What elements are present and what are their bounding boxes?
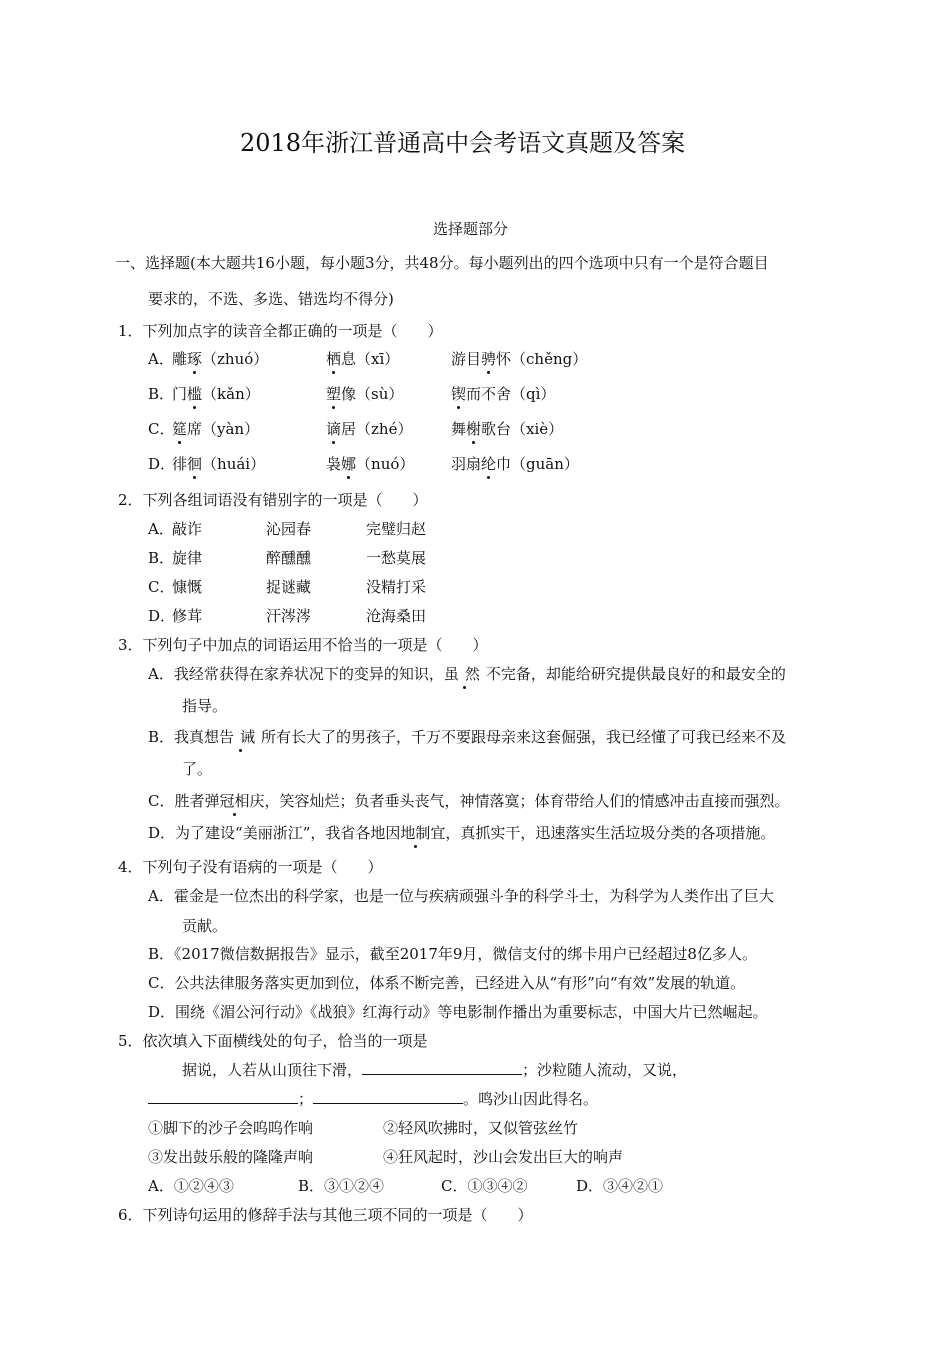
dotted-char: 锲 (451, 385, 467, 403)
q5-stem: 5．依次填入下面横线处的句子，恰当的一项是 (118, 1032, 428, 1050)
q4-stem: 4．下列句子没有语病的一项是（ ） (118, 858, 383, 876)
option-text: 塑像（sù） (326, 385, 404, 403)
option-letter: B． (148, 549, 175, 567)
q3-stem: 3．下列句子中加点的词语运用不恰当的一项是（ ） (118, 636, 488, 654)
q4-option-c: C．公共法律服务落实更加到位，体系不断完善，已经进入从“有形”向“有效”发展的轨道。 (148, 974, 746, 992)
answer-blank[interactable] (313, 1088, 463, 1104)
q4-option-d: D．围绕《湄公河行动》《战狼》红海行动》等电影制作播出为重要标志，中国大片已然崛起。 (148, 1003, 768, 1021)
dotted-char: 槛 (187, 385, 203, 403)
answer-blank[interactable] (362, 1059, 522, 1075)
q4-option-b: B．《2017微信数据报告》显示，截至2017年9月，微信支付的绑卡用户已经超过8亿多人。 (148, 945, 757, 963)
dotted-char: 骋 (481, 350, 497, 368)
option-word: 捉谜藏 (266, 578, 312, 596)
option-text: 舞榭歌台（xiè） (451, 420, 564, 438)
q3-option-c: C．胜者弹冠相庆，笑容灿烂；负者垂头丧气，神情落寞；体育带给人们的情感冲击直接而强烈。 (148, 792, 790, 810)
q3-option-a: A．我经常获得在家养状况下的变异的知识，虽然不完备，却能给研究提供最良好的和最安全的 (148, 665, 786, 683)
option-word: 汗涔涔 (266, 607, 312, 625)
q6-stem: 6．下列诗句运用的修辞手法与其他三项不同的一项是（ ） (118, 1206, 533, 1224)
q5-option-b: B．③①②④ (298, 1177, 385, 1195)
option-word: 没精打采 (366, 578, 427, 596)
option-letter: C． (148, 578, 175, 596)
option-letter: D． (148, 455, 176, 473)
option-text: 栖息（xī） (326, 350, 400, 368)
option-word: 慷慨 (172, 578, 203, 596)
q1-stem: 1．下列加点字的读音全都正确的一项是（ ） (118, 322, 443, 340)
q5-option-a: A．①②④③ (148, 1177, 234, 1195)
option-word: 一愁莫展 (366, 549, 427, 567)
q3-option-b-cont: 了。 (182, 760, 213, 778)
answer-blank[interactable] (148, 1088, 298, 1104)
option-word: 沧海桑田 (366, 607, 427, 625)
dotted-char: 纶 (481, 455, 497, 473)
q5-passage-cont: ； 。鸣沙山因此得名。 (148, 1088, 598, 1110)
option-letter: D． (148, 607, 176, 625)
option-letter: B． (148, 385, 175, 403)
page-title: 2018年浙江普通高中会考语文真题及答案 (240, 129, 686, 157)
option-text: 雕琢（zhuó） (172, 350, 269, 368)
option-word: 沁园春 (266, 520, 312, 538)
dotted-char: 榭 (466, 420, 482, 438)
dotted-char: 娜 (341, 455, 357, 473)
option-word: 完璧归赵 (366, 520, 427, 538)
option-letter: C． (148, 420, 175, 438)
option-letter: A． (148, 350, 174, 368)
dotted-char: 栖 (326, 350, 342, 368)
dotted-char: 琢 (187, 350, 203, 368)
dotted-char: 谪 (326, 420, 342, 438)
dotted-word: 弹冠相庆 (204, 792, 265, 810)
dotted-word: 告诫 (219, 728, 262, 746)
part-heading-cont: 要求的，不选、多选、错选均不得分) (148, 290, 394, 308)
part-heading: 一、选择题(本大题共16小题，每小题3分，共48分。每小题列出的四个选项中只有一个是符合题目 (115, 254, 769, 272)
option-word: 醉醺醺 (266, 549, 312, 567)
option-text: 徘徊（huái） (172, 455, 266, 473)
q5-option-d: D．③④②① (576, 1177, 664, 1195)
q2-stem: 2．下列各组词语没有错别字的一项是（ ） (118, 491, 428, 509)
option-text: 筵席（yàn） (172, 420, 260, 438)
q3-option-a-cont: 指导。 (182, 697, 228, 715)
dotted-word: 因地制宜 (385, 824, 446, 842)
option-text: 谪居（zhé） (326, 420, 413, 438)
q3-option-d: D．为了建设“美丽浙江”，我省各地因地制宜，真抓实干，迅速落实生活垃圾分类的各项措施。 (148, 824, 776, 842)
q5-sentence-1: ①脚下的沙子会呜呜作响 (148, 1119, 314, 1137)
q5-passage: 据说，人若从山顶往下滑， ；沙粒随人流动，又说， (182, 1061, 688, 1079)
option-word: 旋律 (172, 549, 203, 567)
q4-option-a-cont: 贡献。 (182, 917, 228, 935)
q5-sentence-2: ②轻风吹拂时，又似管弦丝竹 (383, 1119, 579, 1137)
q5-sentence-3: ③发出鼓乐般的隆隆声响 (148, 1148, 314, 1166)
dotted-char: 筵 (172, 420, 188, 438)
option-word: 修茸 (172, 607, 203, 625)
q3-option-b: B．我真想告诫所有长大了的男孩子，千万不要跟母亲来这套倔强，我已经懂了可我已经来不及 (148, 728, 787, 746)
option-text: 门槛（kǎn） (172, 385, 260, 403)
dotted-char: 徊 (187, 455, 203, 473)
option-word: 敲诈 (172, 520, 203, 538)
option-text: 袅娜（nuó） (326, 455, 415, 473)
section-title: 选择题部分 (433, 220, 509, 238)
q5-sentence-4: ④狂风起时，沙山会发出巨大的响声 (383, 1148, 624, 1166)
option-text: 锲而不舍（qì） (451, 385, 556, 403)
q4-option-a: A．霍金是一位杰出的科学家，也是一位与疾病顽强斗争的科学斗士，为科学为人类作出了巨大 (148, 887, 774, 905)
q5-option-c: C．①③④② (441, 1177, 528, 1195)
option-text: 羽扇纶巾（guān） (451, 455, 579, 473)
option-letter: A． (148, 520, 174, 538)
dotted-char: 塑 (326, 385, 342, 403)
dotted-word: 虽然 (443, 665, 486, 683)
option-text: 游目骋怀（chěng） (451, 350, 588, 368)
